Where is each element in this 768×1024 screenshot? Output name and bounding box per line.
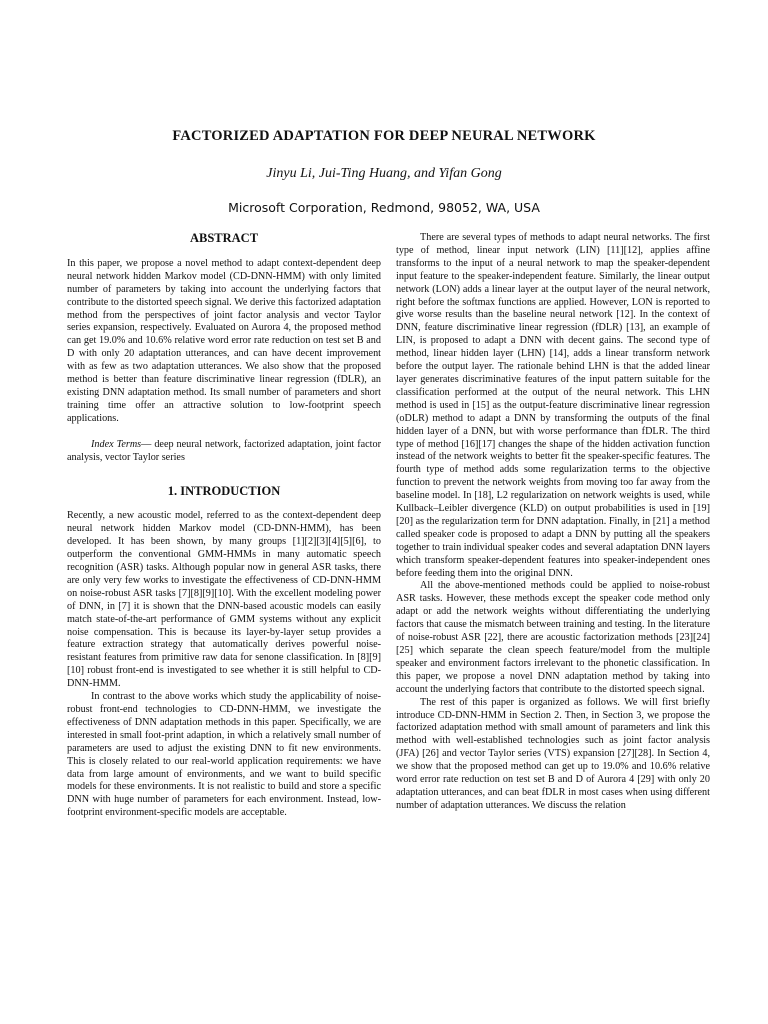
intro-paragraph-4: All the above-mentioned methods could be applied to noise-robust ASR tasks. However, these methods except the speaker code method only adapt or add the network weights without differentiating the underlying factors that cause the mismatch between training and testing. In the literature of noise-robust ASR [22], there are acoustic factorization methods [23][24][25] which separate the clean speech feature/model from the multiple speaker and environment factors irrelevant to the phonetic classification. In this paper, we propose a novel DNN adaptation method by taking into account the underlying factors that contribute to the distorted speech signal. (396, 580, 710, 695)
left-column (67, 232, 381, 820)
index-terms-text: — deep neural network, factorized adaptation, joint factor analysis, vector Taylor series (67, 438, 381, 463)
intro-paragraph-1: Recently, a new acoustic model, referred to as the context-dependent deep neural network hidden Markov model (CD-DNN-HMM), has been developed. It has been shown, by many groups [1][2][3][4][5][6], to outperform the conventional GMM-HMMs in many automatic speech recognition (ASR) tasks. Although popular now in general ASR tasks, there are only very few works to investigate the effectiveness of CD-DNN-HMM on noise-robust ASR tasks [7][8][9][10]. With the excellent modeling power of DNN, in [7] it is shown that the DNN-based acoustic models can easily match state-of-the-art performance of GMM systems without any explicit noise compensation. This is because its layer-by-layer setup provides a feature extraction strategy that automatically derives powerful noise-resistant features from primitive raw data for senone classification. In [8][9][10] robust front-end is investigated to see whether it is still helpful to CD-DNN-HMM. (67, 510, 381, 690)
intro-paragraph-2: In contrast to the above works which study the applicability of noise-robust front-end technologies to CD-DNN-HMM, we investigate the effectiveness of DNN adaptation methods in this paper. Specifically, we are interested in small foot-print adaption, in which a relatively small number of parameters are used to adjust the existing DNN to fit new environments. This is closely related to our real-world application requirements: we have data from large amount of environments, and we want to build specific models for these environments. It is not realistic to build and store a specific DNN with huge number of parameters for each environment. Instead, low-footprint environment-specific models are acceptable. (67, 691, 381, 819)
right-column (396, 232, 710, 813)
index-terms (67, 439, 381, 465)
abstract-body: In this paper, we propose a novel method to adapt context-dependent deep neural network hidden Markov model (CD-DNN-HMM) with only limited number of parameters by taking into account the underlying factors that contribute to the distorted speech signal. We derive this factorized adaptation method from the perspectives of joint factor analysis and vector Taylor series expansion, respectively. Evaluated on Aurora 4, the proposed method can get 19.0% and 10.6% relative word error rate reduction on test set B and D with only 20 adaptation utterances, and can have decent improvement with as few as two adaptation utterances. We also show that the proposed method is better than feature discriminative linear regression (fDLR), an existing DNN adaptation method. Its small number of parameters and short training time offer an attractive solution to low-footprint speech applications. (67, 257, 381, 424)
intro-paragraph-3: There are several types of methods to adapt neural networks. The first type of method, linear input network (LIN) [11][12], applies affine transforms to the input of a neural network to map the speaker-dependent input feature to the speaker-independent feature. Similarly, the linear output network (LON) adds a linear layer at the output layer of the neural network, right before the softmax functions are applied. However, LON is reported to give worse results than the baseline neural network [12]. In the context of DNN, feature discriminative linear regression (fDLR) [13], an example of LIN, is proposed to adapt a DNN with decent gains. The second type of method, linear hidden layer (LHN) [14], adds a linear transform network before the output layer. The rationale behind LHN is that the added linear layer generates discriminative features of the input pattern suitable for the classification performed at the output of the neural network. This LHN method is used in [15] as the output-feature discriminative linear regression (oDLR) method to adapt a DNN by transforming the outputs of the final hidden layer of a DNN, but with worse performance than fDLR. The third type of method [16][17] changes the shape of the hidden activation function instead of the network weights to better fit the speaker-specific features. The fourth type of method adds some regularization terms to the objective function to prevent the network weights from moving too far away from the baseline model. In [18], L2 regularization on network weights is used, while Kullback–Leibler divergence (KLD) on output probabilities is used in [19][20] as the regularization term for DNN adaptation. Finally, in [21] a method called speaker code is proposed to adapt a DNN by putting all the speakers together to train individual speaker codes and several adaptation DNN layers which transform speaker-dependent features into speaker-independent ones before feeding them into the original DNN. (396, 232, 710, 579)
affiliation: Microsoft Corporation, Redmond, 98052, WA, USA (228, 200, 540, 215)
index-terms-label: Index Terms (91, 438, 142, 450)
paper-title: FACTORIZED ADAPTATION FOR DEEP NEURAL NETWORK (172, 128, 596, 144)
introduction-heading: 1. INTRODUCTION (167, 483, 281, 498)
abstract-heading: ABSTRACT (189, 231, 259, 245)
author-list: Jinyu Li, Jui-Ting Huang, and Yifan Gong (266, 166, 502, 181)
intro-paragraph-5: The rest of this paper is organized as follows. We will first briefly introduce CD-DNN-HMM in Section 2. Then, in Section 3, we propose the factorized adaptation method with small amount of parameters and link this method with well-established technologies such as joint factor analysis (JFA) [26] and vector Taylor series (VTS) expansion [27][28]. In Section 4, we show that the proposed method can get up to 19.0% and 10.6% relative word error rate reduction on test set B and D of Aurora 4 [29] with only 20 adaptation utterances, and can beat fDLR in most cases when using different number of adaptation utterances. We discuss the relation (396, 696, 710, 811)
